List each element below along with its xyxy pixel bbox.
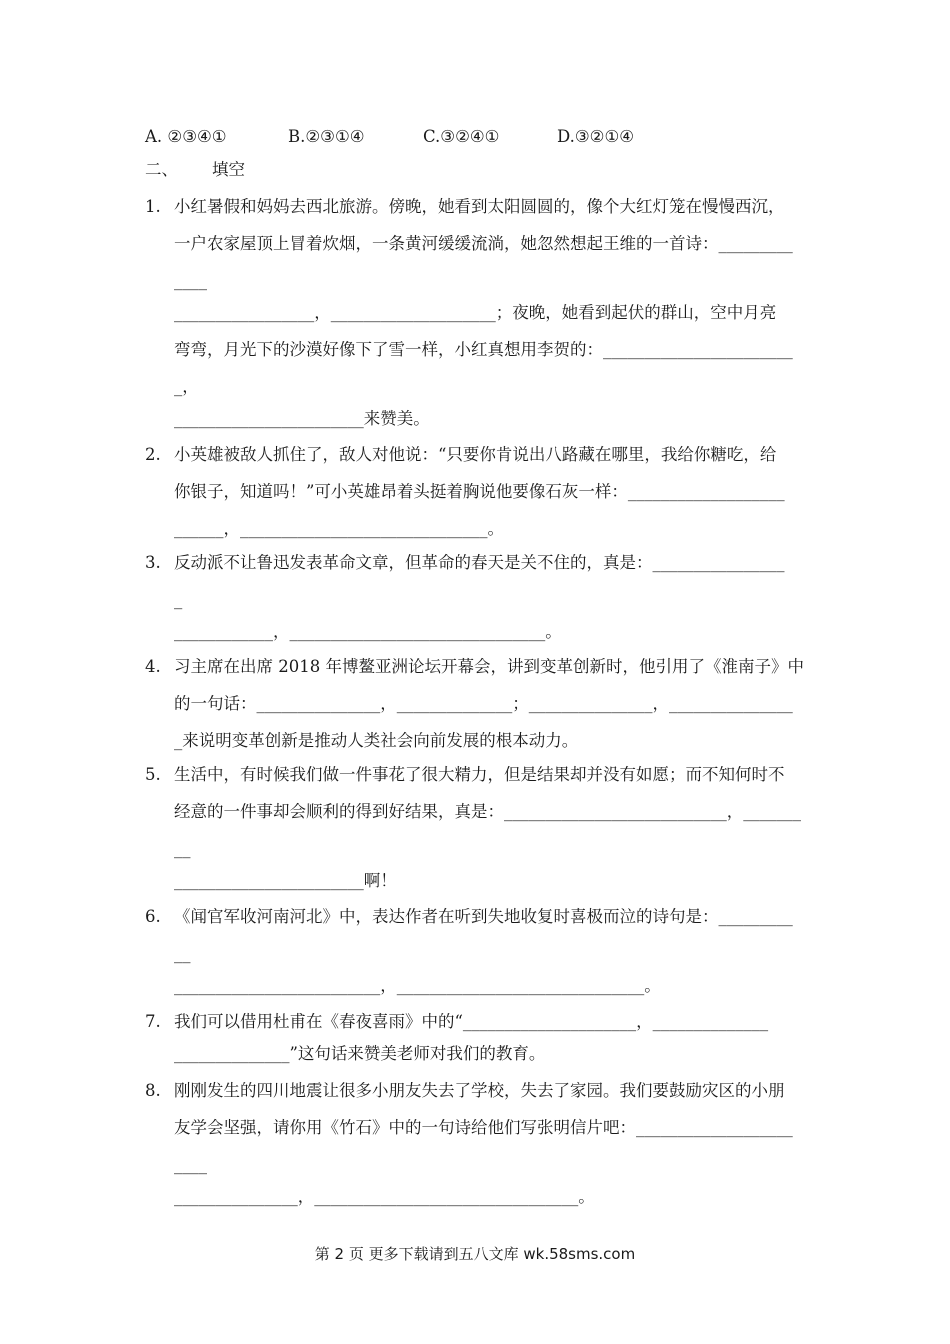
question-1-line: _， — [174, 377, 199, 396]
question-3-line: ____________，_______________________________。 — [174, 622, 562, 641]
question-1-line: 小红暑假和妈妈去西北旅游。傍晚，她看到太阳圆圆的，像个大红灯笼在慢慢西沉， — [174, 197, 785, 216]
question-3-line: 反动派不让鲁迅发表革命文章，但革命的春天是关不住的，真是：________________ — [174, 553, 785, 572]
question-1-line: 弯弯，月光下的沙漠好像下了雪一样，小红真想用李贺的：_______________________ — [174, 340, 793, 359]
question-number: 5. — [145, 765, 161, 784]
question-2-line: 你银子，知道吗！”可小英雄昂着头挺着胸说他要像石灰一样：___________________ — [174, 482, 785, 501]
question-6-line: __ — [174, 944, 191, 963]
option-c: C.③②④① — [423, 127, 500, 146]
option-a: A. ②③④① — [145, 127, 227, 146]
question-1-line: ____ — [174, 271, 207, 290]
section-title: 填空 — [212, 160, 245, 179]
question-4-line: 的一句话：_______________，______________；_______________，_______________ — [174, 694, 793, 713]
question-3-line: _ — [174, 590, 183, 609]
question-5-line: 经意的一件事却会顺利的得到好结果，真是：___________________________，_______ — [174, 802, 801, 821]
question-number: 6. — [145, 907, 161, 926]
question-5-line: 生活中，有时候我们做一件事花了很大精力，但是结果却并没有如愿；而不知何时不 — [174, 765, 785, 784]
section-heading — [145, 159, 245, 181]
question-2-line: ______，______________________________。 — [174, 519, 504, 538]
question-1-line: _________________，____________________；夜晚，她看到起伏的群山，空中月亮 — [174, 303, 777, 322]
question-8-line: ____ — [174, 1155, 207, 1174]
question-6-line: _________________________，______________________________。 — [174, 976, 661, 995]
question-number: 4. — [145, 657, 161, 676]
question-number: 2. — [145, 445, 161, 464]
question-5-line: __ — [174, 839, 191, 858]
question-number: 1. — [145, 197, 161, 216]
question-number: 7. — [145, 1012, 161, 1031]
question-8-line: _______________，________________________________。 — [174, 1187, 595, 1206]
question-number: 8. — [145, 1081, 161, 1100]
question-4-line: 习主席在出席 2018 年博鳌亚洲论坛开幕会，讲到变革创新时，他引用了《淮南子》中 — [174, 657, 804, 676]
question-7-line: 我们可以借用杜甫在《春夜喜雨》中的“_____________________，______________ — [174, 1012, 769, 1031]
question-1-line: _______________________来赞美。 — [174, 409, 430, 428]
page-footer: 第 2 页 更多下载请到五八文库 wk.58sms.com — [314, 1245, 636, 1263]
question-4-line: _来说明变革创新是推动人类社会向前发展的根本动力。 — [174, 731, 579, 750]
question-1-line: 一户农家屋顶上冒着炊烟，一条黄河缓缓流淌，她忽然想起王维的一首诗：_________ — [174, 234, 793, 253]
option-d: D.③②①④ — [557, 127, 635, 146]
question-7-line: ______________”这句话来赞美老师对我们的教育。 — [174, 1044, 546, 1063]
question-number: 3. — [145, 553, 161, 572]
question-2-line: 小英雄被敌人抓住了，敌人对他说：“只要你肯说出八路藏在哪里，我给你糖吃，给 — [174, 445, 777, 464]
question-8-line: 友学会坚强，请你用《竹石》中的一句诗给他们写张明信片吧：___________________ — [174, 1118, 793, 1137]
section-number: 二、 — [145, 160, 178, 179]
option-b: B.②③①④ — [288, 127, 365, 146]
question-5-line: _______________________啊！ — [174, 871, 397, 890]
question-8-line: 刚刚发生的四川地震让很多小朋友失去了学校，失去了家园。我们要鼓励灾区的小朋 — [174, 1081, 785, 1100]
answer-options — [145, 126, 845, 148]
question-6-line: 《闻官军收河南河北》中，表达作者在听到失地收复时喜极而泣的诗句是：_________ — [174, 907, 793, 926]
